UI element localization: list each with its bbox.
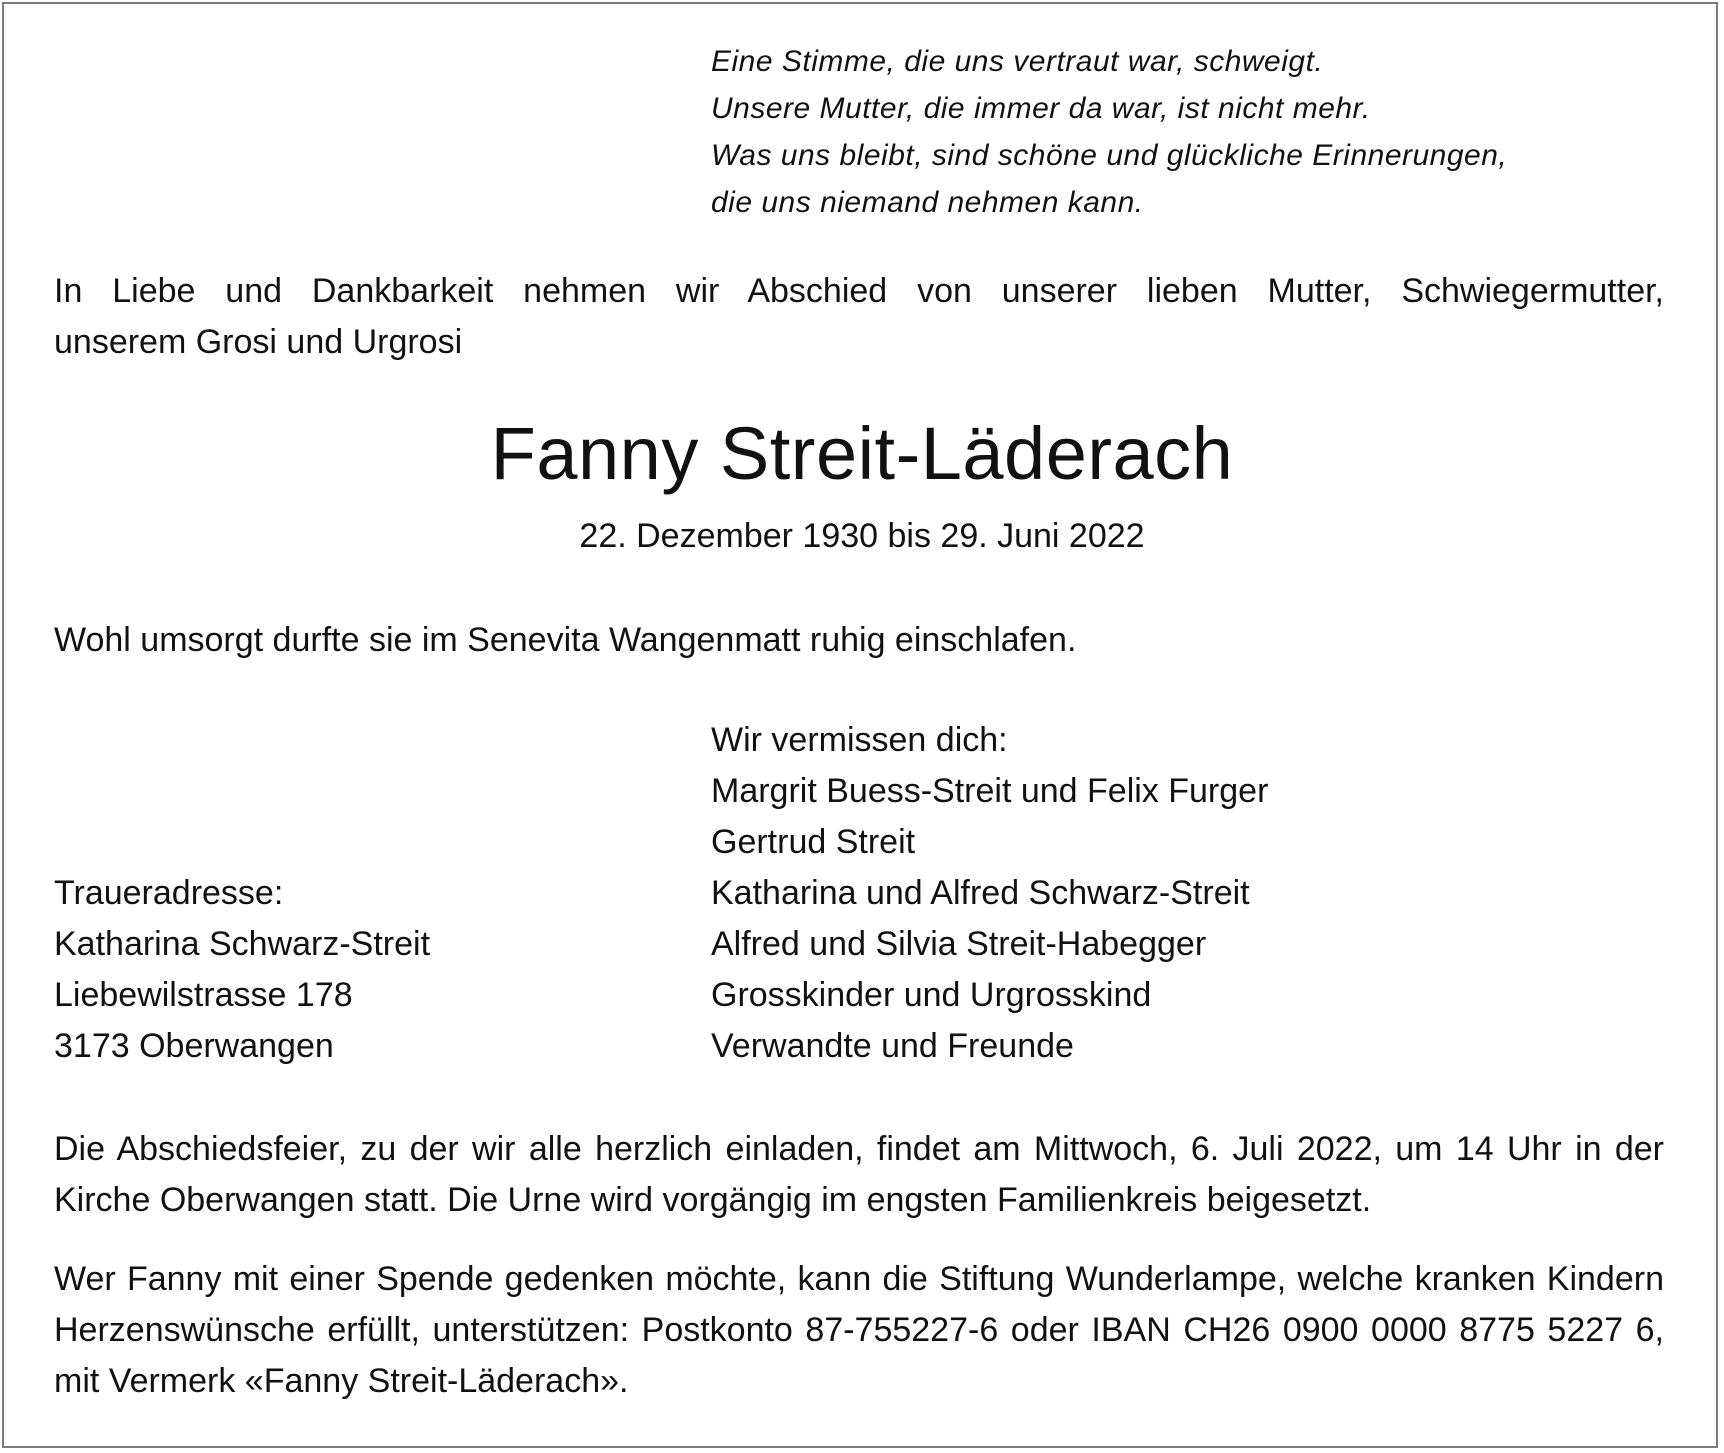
poem-line: Unsere Mutter, die immer da war, ist nicht mehr. <box>711 92 1371 125</box>
life-dates: 22. Dezember 1930 bis 29. Juni 2022 <box>579 517 1145 555</box>
ceremony-paragraph: Die Abschiedsfeier, zu der wir alle herzlich einladen, findet am Mittwoch, 6. Juli 2022, um 14 Uhr in der Kirche Oberwangen statt. Die Urne wird vorgängig im engsten Familienkreis beigesetzt. <box>54 1130 1664 1219</box>
address-line: Liebewilstrasse 178 <box>54 976 353 1014</box>
intro-line-2: unserem Grosi und Urgrosi <box>54 323 463 361</box>
mourner-name: Verwandte und Freunde <box>711 1027 1074 1065</box>
address-line: Katharina Schwarz-Streit <box>54 925 431 963</box>
address-label: Traueradresse: <box>54 874 284 912</box>
donation-paragraph: Wer Fanny mit einer Spende gedenken möchte, kann die Stiftung Wunderlampe, welche kranken Kindern Herzenswünsche erfüllt, unterstützen: Postkonto 87-755227-6 oder IBAN CH26 0900 0000 8775 5227 6, mit Vermerk «Fanny Streit-Läderach». <box>54 1260 1664 1400</box>
address-line: 3173 Oberwangen <box>54 1027 334 1065</box>
mourner-name: Margrit Buess-Streit und Felix Furger <box>711 772 1269 810</box>
mourner-name: Grosskinder und Urgrosskind <box>711 976 1152 1014</box>
mourners-list <box>711 715 1268 1072</box>
mourners-heading: Wir vermissen dich: <box>711 721 1008 759</box>
mourner-name: Gertrud Streit <box>711 823 916 861</box>
mourning-address <box>54 868 430 1072</box>
mourner-name: Alfred und Silvia Streit-Habegger <box>711 925 1207 963</box>
mourner-name: Katharina und Alfred Schwarz-Streit <box>711 874 1250 912</box>
intro-text <box>54 266 1664 368</box>
poem-line: Eine Stimme, die uns vertraut war, schweigt. <box>711 45 1324 78</box>
intro-line-1: In Liebe und Dankbarkeit nehmen wir Abschied von unserer lieben Mutter, Schwiegermutter, <box>54 272 1664 310</box>
deceased-name: Fanny Streit-Läderach <box>490 412 1234 495</box>
poem-line: Was uns bleibt, sind schöne und glückliche Erinnerungen, <box>711 139 1508 172</box>
poem-line: die uns niemand nehmen kann. <box>711 186 1144 219</box>
passing-statement: Wohl umsorgt durfte sie im Senevita Wangenmatt ruhig einschlafen. <box>54 621 1077 659</box>
poem-quote <box>711 38 1507 226</box>
